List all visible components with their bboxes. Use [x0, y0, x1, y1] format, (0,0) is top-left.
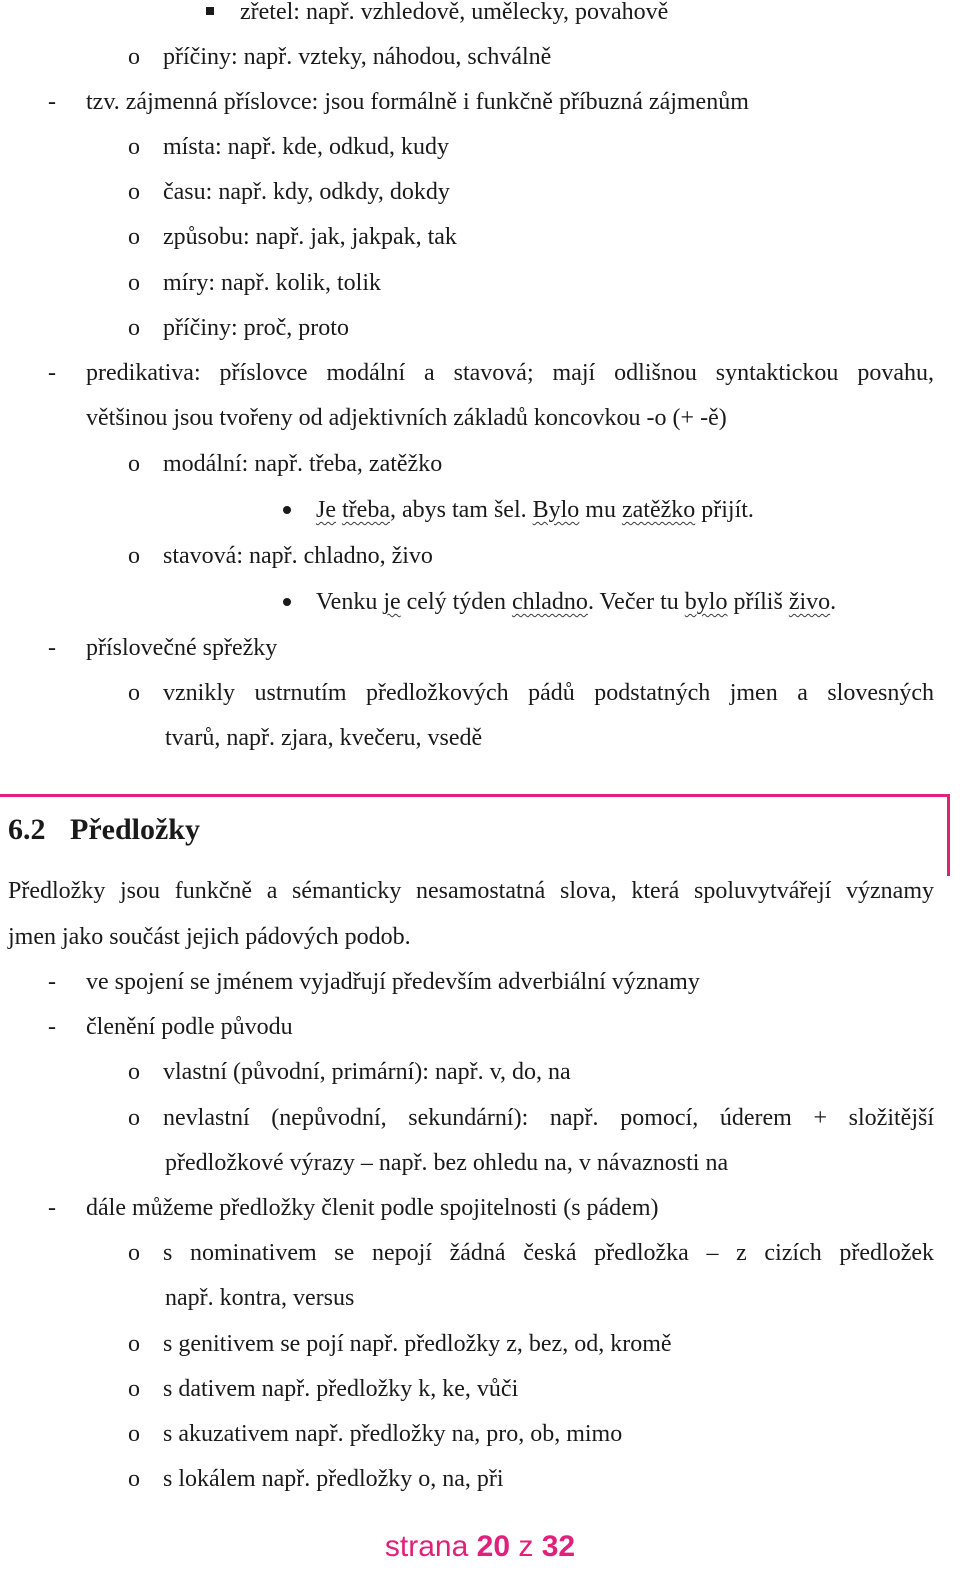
- list-marker: -: [48, 360, 56, 386]
- list-item-lokal: s lokálem např. předložky o, na, při: [163, 1466, 504, 1492]
- section-heading: [8, 812, 200, 848]
- underlined-word: je: [383, 589, 401, 615]
- section-rule-vertical: [947, 794, 950, 876]
- list-marker: o: [128, 179, 140, 205]
- list-item-vznikly: vznikly ustrnutím předložkových pádů podstatných jmen a slovesných: [163, 680, 934, 706]
- list-item-cleneni: členění podle původu: [86, 1014, 293, 1040]
- list-marker: o: [128, 44, 140, 70]
- list-marker: o: [128, 315, 140, 341]
- example-text: . Večer tu: [587, 589, 685, 615]
- underlined-word: třeba: [342, 497, 390, 523]
- underlined-word: chladno: [511, 589, 588, 615]
- underlined-word: bylo: [684, 589, 728, 615]
- list-marker: o: [128, 1376, 140, 1402]
- list-marker: -: [48, 89, 56, 115]
- example-text: .: [830, 589, 837, 615]
- list-item-spojitelnost: dále můžeme předložky členit podle spojitelnosti (s pádem): [86, 1195, 659, 1221]
- list-item-akuzativ: s akuzativem např. předložky na, pro, ob, mimo: [163, 1421, 623, 1447]
- page-total: 32: [541, 1530, 576, 1563]
- footer-prefix: strana: [384, 1530, 477, 1563]
- list-item-priciny: příčiny: např. vzteky, náhodou, schválně: [163, 44, 552, 70]
- list-marker: o: [128, 1059, 140, 1085]
- list-item-priciny-proc: příčiny: proč, proto: [163, 315, 349, 341]
- list-marker: o: [128, 270, 140, 296]
- list-marker: o: [128, 224, 140, 250]
- list-item-nevlastni: nevlastní (nepůvodní, sekundární): např. pomocí, úderem + složitější: [163, 1105, 934, 1131]
- example-modalni: [316, 495, 754, 525]
- underlined-word: Je: [316, 497, 336, 523]
- example-stavova: [316, 587, 836, 617]
- square-bullet-icon: [206, 7, 214, 15]
- list-marker: o: [128, 1331, 140, 1357]
- list-marker: -: [48, 635, 56, 661]
- list-item-miry: míry: např. kolik, tolik: [163, 270, 381, 296]
- bullet-icon: [283, 598, 291, 606]
- list-item-vlastni: vlastní (původní, primární): např. v, do, na: [163, 1059, 571, 1085]
- section-rule: [0, 794, 950, 797]
- section-number: 6.2: [8, 813, 46, 846]
- paragraph-line: jmen jako součást jejich pádových podob.: [8, 924, 411, 950]
- example-text: , abys tam šel.: [389, 497, 533, 523]
- list-marker: o: [128, 680, 140, 706]
- footer-middle: z: [510, 1530, 542, 1563]
- list-item-nominativ: s nominativem se nepojí žádná česká předložka – z cizích předložek: [163, 1240, 934, 1266]
- list-marker: o: [128, 1466, 140, 1492]
- page-footer: [0, 1530, 960, 1564]
- list-item-predikativa: predikativa: příslovce modální a stavová; mají odlišnou syntaktickou povahu,: [86, 360, 934, 386]
- list-marker: o: [128, 134, 140, 160]
- example-text: příliš: [727, 589, 789, 615]
- bullet-icon: [283, 506, 291, 514]
- list-marker: o: [128, 543, 140, 569]
- list-item-spojeni: ve spojení se jménem vyjadřují především adverbiální významy: [86, 969, 700, 995]
- list-marker: o: [128, 1105, 140, 1131]
- list-marker: -: [48, 1014, 56, 1040]
- underlined-word: Bylo: [532, 497, 580, 523]
- underlined-word: zatěžko: [621, 497, 696, 523]
- list-item-zajmenna: tzv. zájmenná příslovce: jsou formálně i funkčně příbuzná zájmenům: [86, 89, 749, 115]
- list-marker: o: [128, 1240, 140, 1266]
- list-item-nevlastni-cont: předložkové výrazy – např. bez ohledu na, v návaznosti na: [165, 1150, 729, 1176]
- list-item-sprezky: příslovečné spřežky: [86, 635, 278, 661]
- section-title: Předložky: [70, 813, 200, 846]
- list-item-genitiv: s genitivem se pojí např. předložky z, bez, od, kromě: [163, 1331, 672, 1357]
- list-item-dativ: s dativem např. předložky k, ke, vůči: [163, 1376, 519, 1402]
- list-item-stavova: stavová: např. chladno, živo: [163, 543, 433, 569]
- list-item-predikativa-cont: většinou jsou tvořeny od adjektivních základů koncovkou -o (+ -ě): [86, 405, 727, 431]
- list-item-nominativ-cont: např. kontra, versus: [165, 1285, 355, 1311]
- underlined-word: živo: [788, 589, 831, 615]
- list-item-vznikly-cont: tvarů, např. zjara, kvečeru, vsedě: [165, 725, 483, 751]
- paragraph-line: Předložky jsou funkčně a sémanticky nesamostatná slova, která spoluvytvářejí významy: [8, 878, 934, 904]
- example-text: celý týden: [400, 589, 512, 615]
- list-marker: -: [48, 969, 56, 995]
- list-marker: -: [48, 1195, 56, 1221]
- example-text: Venku: [316, 589, 384, 615]
- list-item-modalni: modální: např. třeba, zatěžko: [163, 451, 443, 477]
- example-text: přijít.: [695, 497, 754, 523]
- list-item-zretel: zřetel: např. vzhledově, umělecky, povahově: [240, 0, 669, 25]
- list-item-zpusobu: způsobu: např. jak, jakpak, tak: [163, 224, 457, 250]
- page-number: 20: [476, 1530, 511, 1563]
- example-text: mu: [579, 497, 622, 523]
- list-item-casu: času: např. kdy, odkdy, dokdy: [163, 179, 450, 205]
- list-marker: o: [128, 1421, 140, 1447]
- list-marker: o: [128, 451, 140, 477]
- list-item-mista: místa: např. kde, odkud, kudy: [163, 134, 449, 160]
